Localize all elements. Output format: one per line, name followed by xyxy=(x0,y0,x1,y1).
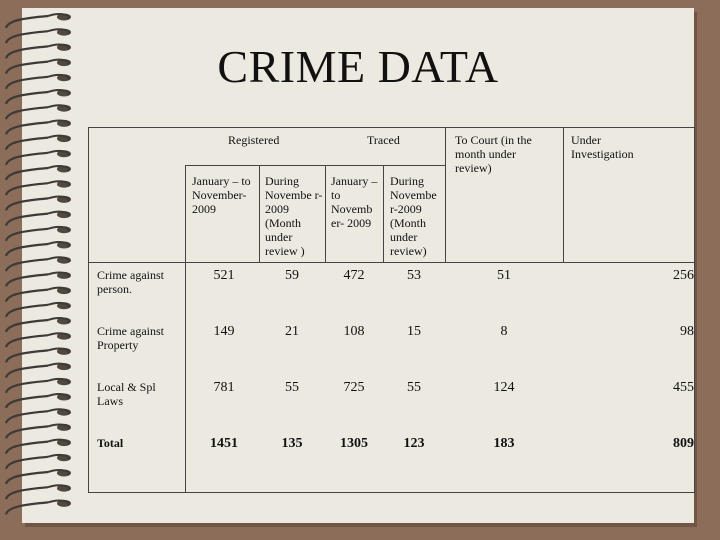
binding-ring xyxy=(6,350,48,362)
page-title: CRIME DATA xyxy=(217,41,499,92)
cell-under-investigation: 809 xyxy=(673,436,694,451)
binding-ring xyxy=(6,487,48,499)
cell-to-court: 8 xyxy=(500,324,508,339)
binding-ring xyxy=(6,92,48,104)
row-label: Local & Spl Laws xyxy=(97,380,156,408)
header-traced: Traced xyxy=(367,133,400,147)
cell-registered-jan-nov: 1451 xyxy=(210,436,238,451)
binding-ring xyxy=(6,229,48,241)
subheader-registered-during: During Novembe r- 2009 (Month under review ) xyxy=(265,174,323,258)
cell-under-investigation: 98 xyxy=(680,324,694,339)
binding-ring xyxy=(6,274,48,286)
cell-registered-jan-nov: 521 xyxy=(213,268,235,283)
header-under-investigation: Under Investigation xyxy=(571,133,634,161)
cell-to-court: 183 xyxy=(493,436,515,451)
binding-ring xyxy=(6,214,48,226)
binding-ring xyxy=(6,16,48,28)
header-to-court: To Court (in the month under review) xyxy=(455,133,532,175)
cell-traced-jan-nov: 725 xyxy=(343,380,365,395)
cell-to-court: 51 xyxy=(497,268,511,283)
cell-to-court: 124 xyxy=(493,380,515,395)
cell-registered-jan-nov: 781 xyxy=(213,380,235,395)
cell-traced-jan-nov: 1305 xyxy=(340,436,368,451)
binding-ring xyxy=(6,472,48,484)
binding-ring xyxy=(6,198,48,210)
row-label: Total xyxy=(97,436,124,450)
binding-ring xyxy=(6,259,48,271)
cell-traced-jan-nov: 108 xyxy=(343,324,365,339)
binding-ring xyxy=(6,305,48,317)
binding-ring xyxy=(6,290,48,302)
binding-ring xyxy=(6,366,48,378)
binding-ring xyxy=(6,396,48,408)
binding-ring xyxy=(6,457,48,469)
binding-ring xyxy=(6,426,48,438)
crime-data-table xyxy=(88,127,695,493)
cell-under-investigation: 455 xyxy=(673,380,694,395)
binding-ring xyxy=(6,381,48,393)
binding-ring xyxy=(6,183,48,195)
cell-under-investigation: 256 xyxy=(673,268,694,283)
binding-ring xyxy=(6,411,48,423)
cell-traced-jan-nov: 472 xyxy=(343,268,365,283)
binding-ring xyxy=(6,502,48,514)
binding-ring xyxy=(6,168,48,180)
subheader-traced-jan-nov: January – to Novemb er- 2009 xyxy=(331,174,378,230)
binding-ring xyxy=(6,107,48,119)
cell-traced-during: 123 xyxy=(403,436,425,451)
binding-ring xyxy=(6,153,48,165)
cell-registered-during: 59 xyxy=(285,268,299,283)
cell-registered-during: 135 xyxy=(281,436,303,451)
binding-ring xyxy=(6,138,48,150)
cell-traced-during: 15 xyxy=(407,324,421,339)
cell-traced-during: 53 xyxy=(407,268,421,283)
binding-ring xyxy=(6,442,48,454)
cell-registered-during: 55 xyxy=(285,380,299,395)
binding-ring xyxy=(6,122,48,134)
cell-registered-during: 21 xyxy=(285,324,299,339)
subheader-registered-jan-nov: January – to November-2009 xyxy=(192,174,251,216)
binding-ring xyxy=(6,335,48,347)
header-registered: Registered xyxy=(228,133,280,147)
cell-registered-jan-nov: 149 xyxy=(213,324,235,339)
row-label: Crime against person. xyxy=(97,268,164,296)
cell-traced-during: 55 xyxy=(407,380,421,395)
binding-ring xyxy=(6,244,48,256)
row-label: Crime against Property xyxy=(97,324,164,352)
binding-ring xyxy=(6,320,48,332)
subheader-traced-during: During Novembe r-2009 (Month under review) xyxy=(390,174,437,258)
